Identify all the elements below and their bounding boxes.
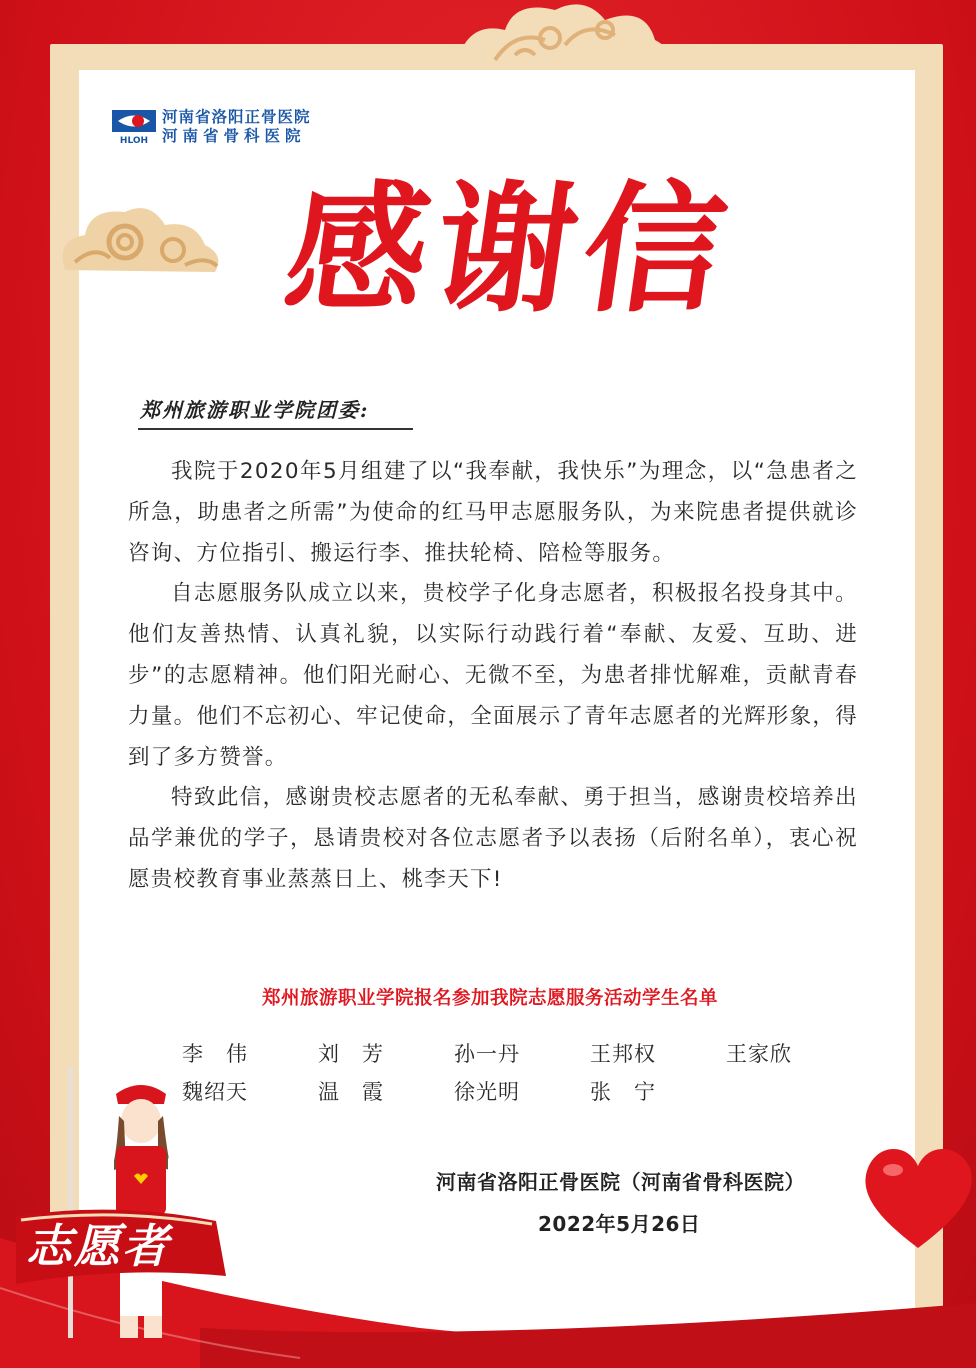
paragraph-2: 自志愿服务队成立以来，贵校学子化身志愿者，积极报名投身其中。他们友善热情、认真礼貌，以实际行动践行着“奉献、友爱、互助、进步”的志愿精神。他们阳光耐心、无微不至，为患者排忧解难，贡献青春力量。他们不忘初心、牢记使命，全面展示了青年志愿者的光辉形象，得到了多方赞誉。 bbox=[128, 581, 858, 770]
student-name: 张 宁 bbox=[590, 1080, 656, 1104]
student-name: 王邦权 bbox=[590, 1042, 656, 1066]
letter-body bbox=[128, 452, 858, 901]
student-name: 魏绍天 bbox=[182, 1080, 248, 1104]
top-cloud-decoration bbox=[455, 0, 675, 70]
letter-title: 感谢信 bbox=[276, 168, 744, 332]
name-row-1 bbox=[182, 1038, 882, 1076]
student-name: 王家欣 bbox=[726, 1042, 792, 1066]
student-name: 温 霞 bbox=[318, 1080, 384, 1104]
left-cloud-decoration bbox=[55, 200, 225, 280]
volunteer-badge-text: 志愿者 bbox=[26, 1219, 170, 1273]
letter-date: 2022年5月26日 bbox=[538, 1212, 701, 1236]
hospital-logo bbox=[112, 108, 311, 146]
paragraph-1: 我院于2020年5月组建了以“我奉献，我快乐”为理念，以“急患者之所急，助患者之所需”为使命的红马甲志愿服务队，为来院患者提供就诊咨询、方位指引、搬运行李、推扶轮椅、陪检等服务。 bbox=[128, 459, 858, 566]
paragraph-3: 特致此信，感谢贵校志愿者的无私奉献、勇于担当，感谢贵校培养出品学兼优的学子，恳请贵校对各位志愿者予以表扬（后附名单），衷心祝愿贵校教育事业蒸蒸日上、桃李天下! bbox=[128, 785, 858, 892]
student-list-title: 郑州旅游职业学院报名参加我院志愿服务活动学生名单 bbox=[261, 988, 718, 1009]
student-name: 刘 芳 bbox=[318, 1042, 384, 1066]
hospital-logo-icon bbox=[112, 108, 156, 146]
logo-name-line2: 河南省骨科医院 bbox=[162, 127, 306, 145]
student-names bbox=[182, 1038, 882, 1114]
flag-pole bbox=[68, 1068, 73, 1338]
student-name: 孙一丹 bbox=[454, 1042, 520, 1066]
name-row-2 bbox=[182, 1076, 882, 1114]
logo-abbr: HLOH bbox=[119, 136, 149, 146]
student-name: 徐光明 bbox=[454, 1080, 520, 1104]
addressee: 郑州旅游职业学院团委: bbox=[140, 398, 370, 422]
signature: 河南省洛阳正骨医院（河南省骨科医院） bbox=[436, 1170, 805, 1194]
logo-name-line1: 河南省洛阳正骨医院 bbox=[162, 108, 311, 126]
student-name: 李 伟 bbox=[182, 1042, 248, 1066]
heart-balloon-icon bbox=[858, 1138, 976, 1258]
addressee-underline bbox=[138, 428, 413, 430]
